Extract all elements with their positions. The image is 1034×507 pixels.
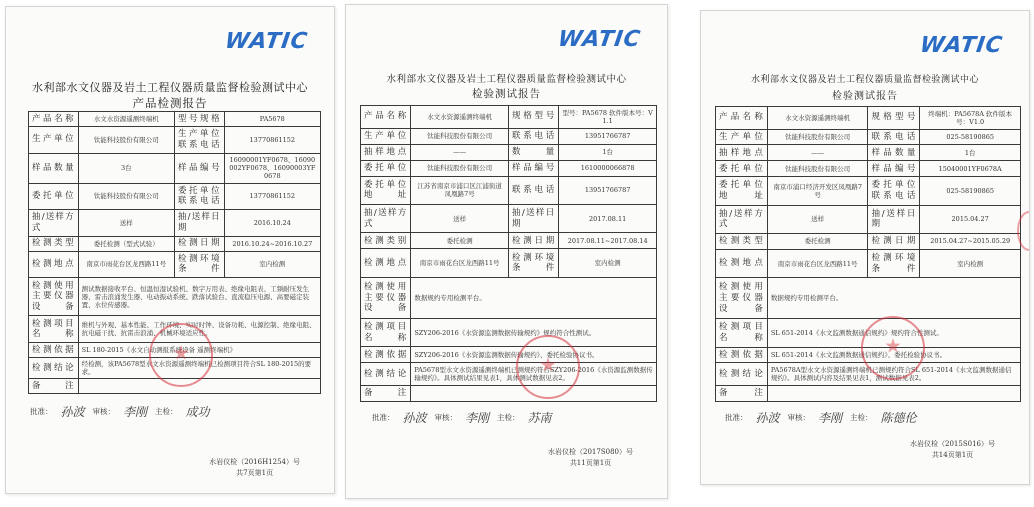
field-label: 规格型号 bbox=[508, 106, 558, 129]
field-label: 样品编号 bbox=[174, 153, 224, 183]
main-inspector-signature: 苏南 bbox=[527, 411, 552, 425]
field-label: 数量 bbox=[508, 144, 558, 160]
issuing-organization: 水利部水文仪器及岩土工程仪器质量监督检验测试中心 bbox=[750, 75, 979, 85]
field-label: 抽样地点 bbox=[716, 145, 768, 161]
signature-row bbox=[372, 409, 653, 426]
field-value: PA5678 bbox=[224, 112, 320, 127]
table-row bbox=[361, 205, 657, 233]
page-indicator: 共11页第1页 bbox=[569, 458, 612, 467]
field-label: 备注 bbox=[716, 385, 768, 401]
field-value: 16090001YF0678、16090002YF0678、16090003YF0678 bbox=[224, 153, 320, 183]
field-value: 江苏省南京市浦口区江浦街道凤凰路7号 bbox=[411, 176, 509, 204]
field-label: 检测类型 bbox=[29, 236, 79, 251]
table-row bbox=[361, 144, 657, 160]
field-label: 检测地点 bbox=[361, 249, 411, 277]
test-report-page-1 bbox=[5, 6, 335, 494]
field-value: 南京市雨花台区龙西路11号 bbox=[411, 249, 509, 277]
field-value: 室内检测 bbox=[559, 249, 657, 277]
field-value: 送样 bbox=[767, 205, 868, 233]
report-footer bbox=[209, 457, 300, 478]
approve-label: 批准： bbox=[725, 413, 748, 422]
report-title: 检验测试报告 bbox=[832, 91, 898, 102]
field-value: 1610000066878 bbox=[559, 160, 657, 176]
table-row bbox=[29, 112, 321, 127]
field-value bbox=[78, 378, 320, 393]
table-row bbox=[716, 129, 1021, 145]
table-row bbox=[716, 319, 1021, 347]
table-row bbox=[361, 385, 657, 401]
table-row bbox=[716, 347, 1021, 363]
report-number: 水岩仪检（2017S080）号 bbox=[548, 448, 633, 456]
field-value: SZY206-2016《水资源监测数据传输规约》、委托检验协议书。 bbox=[411, 347, 657, 363]
test-report-page-3 bbox=[700, 10, 1030, 485]
field-label: 样品数量 bbox=[29, 153, 79, 183]
issuing-organization: 水利部水文仪器及岩土工程仪器质量监督检验测试中心 bbox=[386, 74, 627, 85]
field-label: 生产单位 bbox=[361, 128, 411, 144]
report-title: 产品检测报告 bbox=[132, 96, 208, 110]
table-row bbox=[716, 234, 1021, 250]
field-value: 2017.08.11~2017.08.14 bbox=[559, 233, 657, 249]
field-value: 数据规约专用检测平台。 bbox=[411, 277, 657, 318]
field-label: 联系电话 bbox=[868, 129, 920, 145]
field-value: 1台 bbox=[559, 144, 657, 160]
field-value: 测试数据接收平台、恒温恒湿试验机、数字万用表、绝缘电阻表、工频耐压发生器、雷击浪涌发生器、电动振动系统、跌落试验台、直流稳压电源、高要磁定装置、水位传感器。 bbox=[78, 278, 320, 316]
field-value: SZY206-2016《水资源监测数据传输规约》规约符合性测试。 bbox=[411, 318, 657, 346]
field-value: 钛能科技股份有限公司 bbox=[78, 183, 174, 210]
review-signature: 李刚 bbox=[465, 411, 490, 425]
field-label: 抽/送样日期 bbox=[508, 205, 558, 233]
report-table bbox=[360, 105, 657, 402]
field-label: 样品数量 bbox=[868, 145, 920, 161]
field-label: 抽/送样日期 bbox=[174, 210, 224, 237]
field-value: 025-58190865 bbox=[920, 177, 1021, 205]
field-value: 13770861152 bbox=[224, 183, 320, 210]
report-footer bbox=[548, 447, 633, 468]
report-table bbox=[715, 106, 1021, 402]
field-value: 委托检测 bbox=[411, 233, 509, 249]
field-label: 检测环境条件 bbox=[868, 249, 920, 277]
field-label: 抽/送样方式 bbox=[716, 205, 768, 233]
report-table bbox=[28, 111, 321, 394]
field-label: 检测依据 bbox=[29, 342, 79, 357]
field-value: 2015.04.27~2015.05.29 bbox=[920, 234, 1021, 250]
table-row bbox=[29, 278, 321, 316]
field-value: 维机与外观、基本性能、工作环境、实时时钟、设备功耗、电源控制、绝缘电阻、抗电磁干扰、抗雷击浪涌、机械环境适应性。 bbox=[78, 316, 320, 343]
table-row bbox=[29, 210, 321, 237]
table-row bbox=[716, 161, 1021, 177]
field-value bbox=[411, 385, 657, 401]
field-label: 规格型号 bbox=[868, 107, 920, 130]
table-row bbox=[361, 128, 657, 144]
watic-logo: WATIC bbox=[556, 27, 643, 52]
field-value: PA5678A型水文水资源遥测终端机已测规约符合SL 651-2014《水文监测数据通信规约》。具体测试内容及结果见表1，测试数据见表2。 bbox=[767, 363, 1020, 386]
field-label: 抽/送样方式 bbox=[361, 205, 411, 233]
field-label: 检测日期 bbox=[174, 236, 224, 251]
table-row bbox=[29, 378, 321, 393]
field-label: 委托单位 bbox=[716, 161, 768, 177]
report-number: 水岩仪检（2015S016）号 bbox=[910, 440, 995, 448]
field-value: 15040001YF0678A bbox=[920, 161, 1021, 177]
field-value: 2015.04.27 bbox=[920, 205, 1021, 233]
review-label: 审核： bbox=[787, 413, 811, 422]
field-label: 检测结论 bbox=[716, 363, 768, 386]
field-label: 检测地点 bbox=[29, 251, 79, 278]
report-title: 检验测试报告 bbox=[472, 88, 541, 100]
field-label: 委托单位联系电话 bbox=[174, 183, 224, 210]
field-label: 检测结论 bbox=[361, 363, 411, 386]
table-row bbox=[361, 318, 657, 346]
field-label: 检测日期 bbox=[508, 233, 558, 249]
issuing-organization: 水利部水文仪器及岩土工程仪器质量监督检验测试中心 bbox=[32, 81, 308, 94]
field-value: 13951766787 bbox=[559, 176, 657, 204]
field-value: —— bbox=[411, 144, 509, 160]
table-row bbox=[29, 357, 321, 378]
main-inspector-signature: 陈德伦 bbox=[880, 411, 917, 425]
field-label: 检测环境条件 bbox=[508, 249, 558, 277]
table-row bbox=[716, 145, 1021, 161]
main-inspector-label: 主检： bbox=[497, 413, 520, 422]
table-row bbox=[716, 205, 1021, 233]
field-label: 生产单位联系电话 bbox=[174, 126, 224, 153]
field-label: 检测类别 bbox=[361, 233, 411, 249]
field-value: 数据规约专用检测平台。 bbox=[767, 278, 1020, 319]
field-label: 产品名称 bbox=[29, 112, 79, 127]
field-label: 抽样地点 bbox=[361, 144, 411, 160]
field-value: SL 651-2014《水文监测数据通信规约》、委托检验协议书。 bbox=[767, 347, 1020, 363]
field-value: 送样 bbox=[411, 205, 509, 233]
field-label: 检测使用主要仪器设备 bbox=[361, 277, 411, 318]
table-row bbox=[361, 106, 657, 129]
field-value: 水文水资源遥测终端机 bbox=[767, 107, 868, 130]
review-signature: 李刚 bbox=[123, 405, 148, 419]
field-value: 3台 bbox=[78, 153, 174, 183]
table-row bbox=[361, 347, 657, 363]
main-inspector-label: 主检： bbox=[850, 413, 873, 422]
field-value bbox=[767, 385, 1020, 401]
field-value: 13770861152 bbox=[224, 126, 320, 153]
field-label: 委托单位 bbox=[29, 183, 79, 210]
field-label: 检测环境条件 bbox=[174, 251, 224, 278]
table-row bbox=[716, 107, 1021, 130]
table-row bbox=[716, 177, 1021, 205]
signature-row bbox=[30, 403, 320, 420]
field-value: 型号：PA5678 软件版本号：V1.1 bbox=[559, 106, 657, 129]
table-row bbox=[716, 249, 1021, 277]
field-value: 经检测，该PA5678型水文水资源遥测终端机已检测项目符合SL 180-2015的要求。 bbox=[78, 357, 320, 378]
field-value: 委托检测（型式试验） bbox=[78, 236, 174, 251]
approve-label: 批准： bbox=[30, 407, 53, 416]
field-label: 检测结论 bbox=[29, 357, 79, 378]
field-value: 送样 bbox=[78, 210, 174, 237]
field-label: 检测使用主要仪器设备 bbox=[716, 278, 768, 319]
field-value: 南京市雨花台区龙西路11号 bbox=[78, 251, 174, 278]
field-label: 样品编号 bbox=[868, 161, 920, 177]
field-value: 终端机：PA5678A 软件版本号：V1.0 bbox=[920, 107, 1021, 130]
field-value: SL 651-2014《水文监测数据通信规约》规约符合性测试。 bbox=[767, 319, 1020, 347]
field-value: 室内检测 bbox=[224, 251, 320, 278]
field-value: —— bbox=[767, 145, 868, 161]
table-row bbox=[29, 183, 321, 210]
table-row bbox=[716, 385, 1021, 401]
field-label: 检测类型 bbox=[716, 234, 768, 250]
table-row bbox=[361, 160, 657, 176]
field-label: 检测依据 bbox=[716, 347, 768, 363]
field-label: 生产单位 bbox=[29, 126, 79, 153]
field-value: 钛能科技股份有限公司 bbox=[411, 160, 509, 176]
field-label: 抽/送样方式 bbox=[29, 210, 79, 237]
field-label: 委托单位联系电话 bbox=[868, 177, 920, 205]
field-label: 检测日期 bbox=[868, 234, 920, 250]
field-value: 水文水资源遥测终端机 bbox=[78, 112, 174, 127]
field-label: 产品名称 bbox=[361, 106, 411, 129]
field-label: 检测项目名称 bbox=[361, 318, 411, 346]
test-report-page-2 bbox=[345, 4, 668, 499]
field-label: 检测地点 bbox=[716, 249, 768, 277]
field-value: 025-58190865 bbox=[920, 129, 1021, 145]
field-value: 钛能科技股份有限公司 bbox=[411, 128, 509, 144]
field-label: 生产单位 bbox=[716, 129, 768, 145]
field-value: 13951766787 bbox=[559, 128, 657, 144]
field-value: SL 180-2015《水文自动测报系统设备 遥测终端机》 bbox=[78, 342, 320, 357]
main-inspector-label: 主检： bbox=[155, 407, 178, 416]
field-label: 备注 bbox=[29, 378, 79, 393]
report-number: 水岩仪检（2016H1254）号 bbox=[209, 458, 300, 466]
table-row bbox=[361, 176, 657, 204]
field-label: 检测项目名称 bbox=[29, 316, 79, 343]
approve-label: 批准： bbox=[372, 413, 395, 422]
field-label: 联系电话 bbox=[508, 128, 558, 144]
table-row bbox=[29, 153, 321, 183]
field-label: 委托单位地址 bbox=[716, 177, 768, 205]
page-indicator: 共14页第1页 bbox=[931, 450, 974, 459]
report-footer bbox=[910, 439, 995, 460]
approve-signature: 孙波 bbox=[402, 411, 427, 425]
field-value: 钛能科技股份有限公司 bbox=[767, 129, 868, 145]
review-signature: 李刚 bbox=[818, 411, 843, 425]
field-label: 联系电话 bbox=[508, 176, 558, 204]
table-row bbox=[361, 277, 657, 318]
watic-logo: WATIC bbox=[918, 33, 1005, 58]
field-value: PA5678型水文水资源遥测终端机已测规约符合SZY206-2016《水资源监测数据传输规约》。具体测试结果见表1，具体测试数据见表2。 bbox=[411, 363, 657, 386]
field-value: 南京市雨花台区龙西路11号 bbox=[767, 249, 868, 277]
table-row bbox=[361, 233, 657, 249]
field-value: 钛能科技股份有限公司 bbox=[78, 126, 174, 153]
field-label: 产品名称 bbox=[716, 107, 768, 130]
field-label: 检测依据 bbox=[361, 347, 411, 363]
field-value: 委托检测 bbox=[767, 234, 868, 250]
watic-logo: WATIC bbox=[223, 29, 310, 54]
main-inspector-signature: 成功 bbox=[185, 405, 210, 419]
field-value: 1台 bbox=[920, 145, 1021, 161]
table-row bbox=[716, 278, 1021, 319]
field-value: 2016.10.24~2016.10.27 bbox=[224, 236, 320, 251]
field-value: 2016.10.24 bbox=[224, 210, 320, 237]
table-row bbox=[361, 249, 657, 277]
review-label: 审核： bbox=[92, 407, 116, 416]
table-row bbox=[29, 236, 321, 251]
field-value: 2017.08.11 bbox=[559, 205, 657, 233]
field-label: 检测使用主要仪器设备 bbox=[29, 278, 79, 316]
review-label: 审核： bbox=[434, 413, 458, 422]
approve-signature: 孙波 bbox=[60, 405, 85, 419]
table-row bbox=[29, 316, 321, 343]
page-indicator: 共7页第1页 bbox=[236, 468, 274, 477]
table-row bbox=[29, 126, 321, 153]
table-row bbox=[29, 251, 321, 278]
field-label: 委托单位 bbox=[361, 160, 411, 176]
field-label: 备注 bbox=[361, 385, 411, 401]
approve-signature: 孙波 bbox=[755, 411, 780, 425]
table-row bbox=[716, 363, 1021, 386]
field-label: 型号规格 bbox=[174, 112, 224, 127]
field-value: 水文水资源遥测终端机 bbox=[411, 106, 509, 129]
field-label: 样品编号 bbox=[508, 160, 558, 176]
field-value: 室内检测 bbox=[920, 249, 1021, 277]
table-row bbox=[29, 342, 321, 357]
field-label: 检测项目名称 bbox=[716, 319, 768, 347]
field-value: 钛能科技股份有限公司 bbox=[767, 161, 868, 177]
field-label: 抽/送样日期 bbox=[868, 205, 920, 233]
field-label: 委托单位地址 bbox=[361, 176, 411, 204]
field-value: 南京市浦口经济开发区凤凰路7号 bbox=[767, 177, 868, 205]
table-row bbox=[361, 363, 657, 386]
signature-row bbox=[725, 409, 1015, 426]
